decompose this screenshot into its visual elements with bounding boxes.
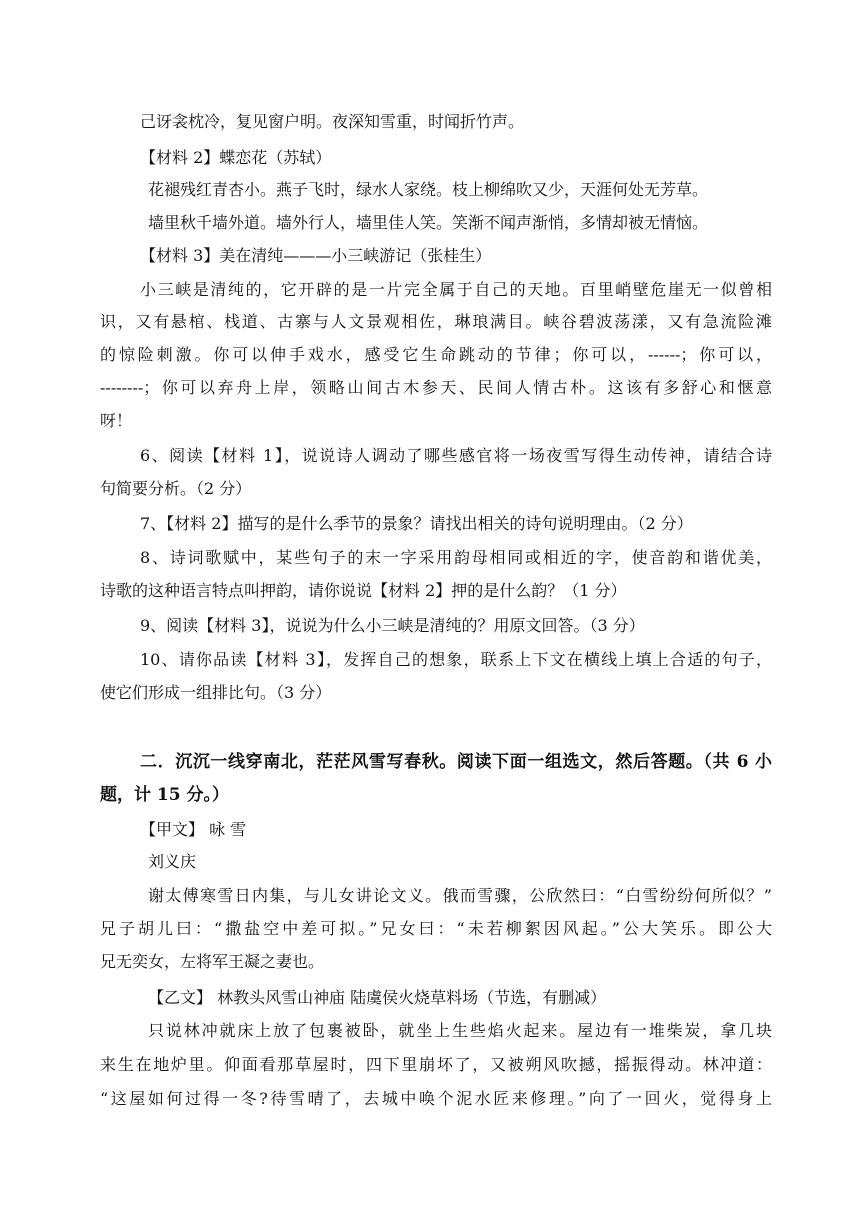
poem-line: 墙里秋千墙外道。墙外行人，墙里佳人笑。笑渐不闻声渐悄，多情却被无情恼。	[148, 213, 709, 232]
poem-line: 花褪残红青杏小。燕子飞时，绿水人家绕。枝上柳绵吹又少，天涯何处无芳草。	[148, 180, 709, 199]
question-10-cont: 使它们形成一组排比句。（3 分）	[100, 683, 332, 702]
question-8: 8、诗词歌赋中，某些句子的末一字采用韵母相同或相近的字，使音韵和谐优美，	[140, 548, 772, 567]
paragraph-line: 呀！	[100, 411, 133, 430]
text-b-line: “这屋如何过得一冬?待雪晴了，去城中唤个泥水匠来修理。”向了一回火，觉得身上	[100, 1089, 772, 1108]
material-2-heading: 【材料 2】蝶恋花（苏轼）	[140, 148, 332, 167]
material-3-heading: 【材料 3】美在清纯———小三峡游记（张桂生）	[140, 246, 492, 265]
text-a-line: 谢太傅寒雪日内集，与儿女讲论文义。俄而雪骤，公欣然曰：“白雪纷纷何所似？”	[148, 886, 772, 905]
text-b-line: 来生在地炉里。仰面看那草屋时，四下里崩坏了，又被朔风吹撼，摇振得动。林冲道：	[100, 1055, 772, 1074]
paragraph-line: 的惊险刺激。你可以伸手戏水，感受它生命跳动的节律；你可以，------；你可以，	[100, 345, 772, 364]
question-10: 10、请你品读【材料 3】，发挥自己的想象，联系上下文在横线上填上合适的句子，	[140, 650, 772, 669]
section-2-heading: 二．沉沉一线穿南北，茫茫风雪写春秋。阅读下面一组选文，然后答题。（共 6 小	[140, 752, 772, 772]
section-2-heading-cont: 题，计 15 分。）	[100, 785, 229, 805]
text-b-title: 【乙文】 林教头风雪山神庙 陆虞侯火烧草料场（节选，有删减）	[148, 988, 607, 1007]
text-b-line: 只说林冲就床上放了包裹被卧，就坐上生些焰火起来。屋边有一堆柴炭，拿几块	[148, 1021, 772, 1040]
paragraph-line: --------；你可以弃舟上岸，领略山间古木参天、民间人情古朴。这该有多舒心和惬意	[100, 378, 772, 397]
paragraph-line: 小三峡是清纯的，它开辟的是一片完全属于自己的天地。百里峭壁危崖无一似曾相	[140, 280, 772, 299]
text-a-line: 兄无奕女，左将军王凝之妻也。	[100, 952, 325, 971]
question-7: 7、【材料 2】描写的是什么季节的景象？请找出相关的诗句说明理由。（2 分）	[140, 514, 693, 533]
text-a-title: 【甲文】 咏 雪	[140, 820, 247, 839]
question-9: 9、阅读【材料 3】，说说为什么小三峡是清纯的？用原文回答。（3 分）	[140, 616, 645, 635]
paragraph-line: 识，又有悬棺、栈道、古寨与人文景观相佐，琳琅满目。峡谷碧波荡漾，又有急流险滩	[100, 312, 772, 331]
question-6-cont: 句简要分析。（2 分）	[100, 479, 252, 498]
poem-line: 己讶衾枕冷，复见窗户明。夜深知雪重，时闻折竹声。	[140, 112, 525, 131]
text-a-author: 刘义庆	[148, 852, 197, 871]
text-a-line: 兄子胡儿曰：“撒盐空中差可拟。”兄女曰：“未若柳絮因风起。”公大笑乐。即公大	[100, 919, 772, 938]
question-8-cont: 诗歌的这种语言特点叫押韵，请你说说【材料 2】押的是什么韵？（1 分）	[100, 581, 627, 600]
question-6: 6、阅读【材料 1】，说说诗人调动了哪些感官将一场夜雪写得生动传神，请结合诗	[140, 446, 772, 465]
